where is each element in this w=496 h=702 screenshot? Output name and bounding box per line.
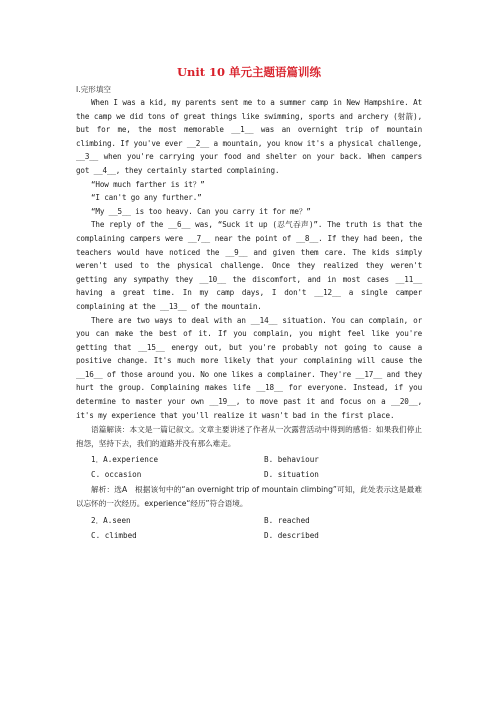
passage-dialogue-3: “My __5__ is too heavy. Can you carry it for me？” — [91, 206, 311, 216]
document-page — [76, 64, 422, 543]
passage-dialogue-2: “I can't go any further.” — [91, 193, 202, 203]
section-heading: Ⅰ.完形填空 — [76, 85, 112, 94]
q2-option-a: 2．A.seen — [91, 515, 131, 525]
question-1-options — [76, 452, 422, 482]
q1-option-a: 1．A.experience — [91, 455, 159, 465]
passage-dialogue-1: “How much farther is it？” — [91, 179, 205, 189]
passage-paragraph-3: There are two ways to deal with an __14__ situation. You can complain, or you can make the best of it. If you complain, you might feel like you're getting that __15__ energy out, but you're probably not going to cause a positive change. It's much more likely that your complaining will cause the __16__ of those around you. No one likes a complainer. They're __17__ and they hurt the group. Complaining makes life __18__ for everyone. Instead, if you determine to master your own __19__, to move past it and focus on a __20__, it's my experience that you'll realize it wasn't bad in the first place. — [76, 315, 422, 420]
question-1-analysis: 解析：选A 根据该句中的“an overnight trip of mountain climbing”可知，此处表示这是最难以忘怀的一次经历。experience“经历”符合语境。 — [76, 485, 422, 509]
page-title: Unit 10 单元主题语篇训练 — [176, 65, 322, 79]
q1-option-c: C. occasion — [91, 470, 142, 480]
q2-option-b: B. reached — [264, 515, 310, 525]
q2-option-d: D. described — [264, 530, 319, 540]
q1-option-d: D. situation — [264, 470, 319, 480]
q2-option-c: C. climbed — [91, 530, 137, 540]
passage-paragraph-1: When I was a kid, my parents sent me to a summer camp in New Hampshire. At the camp we did tons of great things like swimming, sports and archery (射箭), but for me, the most memorable __1__ was an overnight trip of mountain climbing. If you've ever __2__ a mountain, you know it's a physical challenge, __3__ when you're carrying your food and shelter on your back. When campers got __4__, they certainly started complaining. — [76, 98, 422, 175]
passage-summary: 语篇解读：本文是一篇记叙文。文章主要讲述了作者从一次露营活动中得到的感悟：如果我们停止抱怨，坚持下去，我们的道路并没有那么难走。 — [76, 425, 422, 448]
passage-paragraph-2: The reply of the __6__ was, “Suck it up (忍气吞声)”. The truth is that the complaining campers were __7__ near the point of __8__. If they had been, the teachers would have noticed the __9__ and given them care. The kids simply weren't used to the physical challenge. Once they realized they weren't getting any sympathy they __10__ the discomfort, and in most cases __11__ having a great time. In my camp days, I don't __12__ a single camper complaining at the __13__ of the mountain. — [76, 220, 422, 311]
question-2-options — [76, 513, 422, 543]
q1-option-b: B. behaviour — [264, 455, 319, 465]
